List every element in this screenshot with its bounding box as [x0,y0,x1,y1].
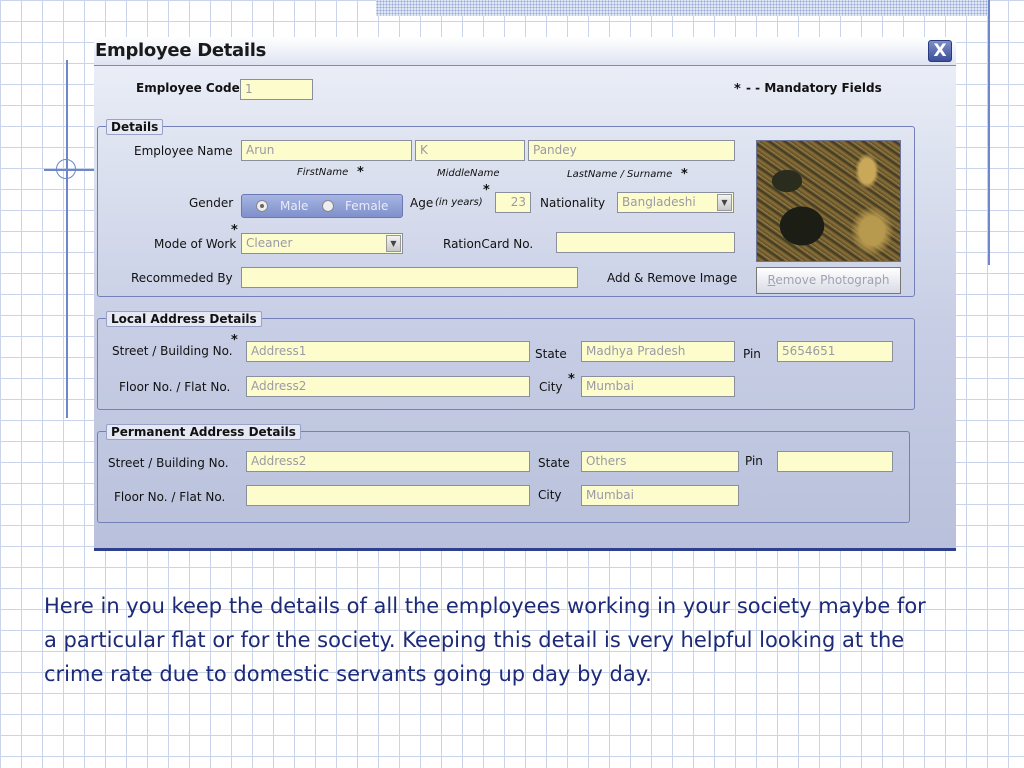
gender-male-radio[interactable] [256,200,268,212]
employee-photo [756,140,901,262]
last-name-field[interactable]: Pandey [528,140,735,161]
close-button[interactable]: X [928,40,952,62]
mandatory-marker: * [231,333,238,348]
mandatory-marker: * [231,223,238,238]
local-pin-field[interactable]: 5654651 [777,341,893,362]
remove-photograph-button[interactable] [756,267,901,294]
local-city-label: City [539,380,563,394]
mandatory-marker: * [568,372,575,387]
local-city-field[interactable]: Mumbai [581,376,735,397]
permanent-street-label: Street / Building No. [108,456,229,470]
permanent-pin-label: Pin [745,454,763,468]
mandatory-marker: * [357,165,364,180]
nationality-value: Bangladeshi [622,195,696,209]
permanent-city-label: City [538,488,562,502]
nationality-select[interactable] [617,192,734,213]
mandatory-marker: * [681,167,688,182]
remove-photograph-label: emove Photograph [775,273,890,287]
remove-photograph-mnemonic: R [767,273,776,287]
age-hint: (in years) [435,197,483,208]
gender-female-label: Female [345,199,389,213]
ration-card-label: RationCard No. [443,237,534,251]
slide-decoration-circle [56,159,76,179]
local-pin-label: Pin [743,347,761,361]
mode-of-work-select[interactable] [241,233,403,254]
middle-name-field[interactable]: K [415,140,525,161]
permanent-floor-label: Floor No. / Flat No. [114,490,226,504]
mode-of-work-value: Cleaner [246,236,293,250]
employee-name-label: Employee Name [134,144,233,158]
recommended-by-label: Recommeded By [131,271,233,285]
chevron-down-icon[interactable]: ▼ [717,194,732,211]
ration-card-field[interactable] [556,232,735,253]
local-floor-label: Floor No. / Flat No. [119,380,231,394]
local-state-field[interactable]: Madhya Pradesh [581,341,735,362]
permanent-city-field[interactable]: Mumbai [581,485,739,506]
employee-code-field[interactable]: 1 [240,79,313,100]
permanent-address-group [97,431,910,523]
local-address-legend: Local Address Details [106,311,262,327]
add-remove-image-label: Add & Remove Image [607,271,738,285]
employee-code-label: Employee Code [136,81,240,95]
window-titlebar [94,37,956,66]
permanent-pin-field[interactable] [777,451,893,472]
first-name-field[interactable]: Arun [241,140,412,161]
mode-of-work-label: Mode of Work [154,237,237,251]
permanent-street-field[interactable]: Address2 [246,451,530,472]
local-street-label: Street / Building No. [112,344,233,358]
details-legend: Details [106,119,163,135]
local-floor-field[interactable]: Address2 [246,376,530,397]
mandatory-marker: * [734,82,741,97]
local-street-field[interactable]: Address1 [246,341,530,362]
first-name-hint: FirstName [297,167,349,178]
permanent-floor-field[interactable] [246,485,530,506]
middle-name-hint: MiddleName [437,168,500,179]
permanent-address-legend: Permanent Address Details [106,424,301,440]
age-field[interactable]: 23 [495,192,531,213]
window-title: Employee Details [95,40,267,61]
chevron-down-icon[interactable]: ▼ [386,235,401,252]
gender-radio-group [241,194,403,218]
permanent-state-label: State [538,456,570,470]
gender-female-radio[interactable] [322,200,334,212]
gender-male-label: Male [280,199,309,213]
employee-details-window [94,37,956,551]
age-label: Age [410,196,434,210]
mandatory-fields-note: - - Mandatory Fields [746,81,882,95]
slide-decoration-line [66,60,68,418]
nationality-label: Nationality [540,196,606,210]
slide-header-strip [376,0,988,16]
slide-decoration-line [988,0,990,265]
local-state-label: State [535,347,567,361]
slide-caption: Here in you keep the details of all the employees working in your society maybe for a particular flat or for the society. Keeping this detail is very helpful looking at the crime rate due to domestic servants going up day by day. [44,594,926,686]
permanent-state-field[interactable]: Others [581,451,739,472]
last-name-hint: LastName / Surname [567,169,673,180]
gender-label: Gender [189,196,234,210]
mandatory-marker: * [483,183,490,198]
recommended-by-field[interactable] [241,267,578,288]
